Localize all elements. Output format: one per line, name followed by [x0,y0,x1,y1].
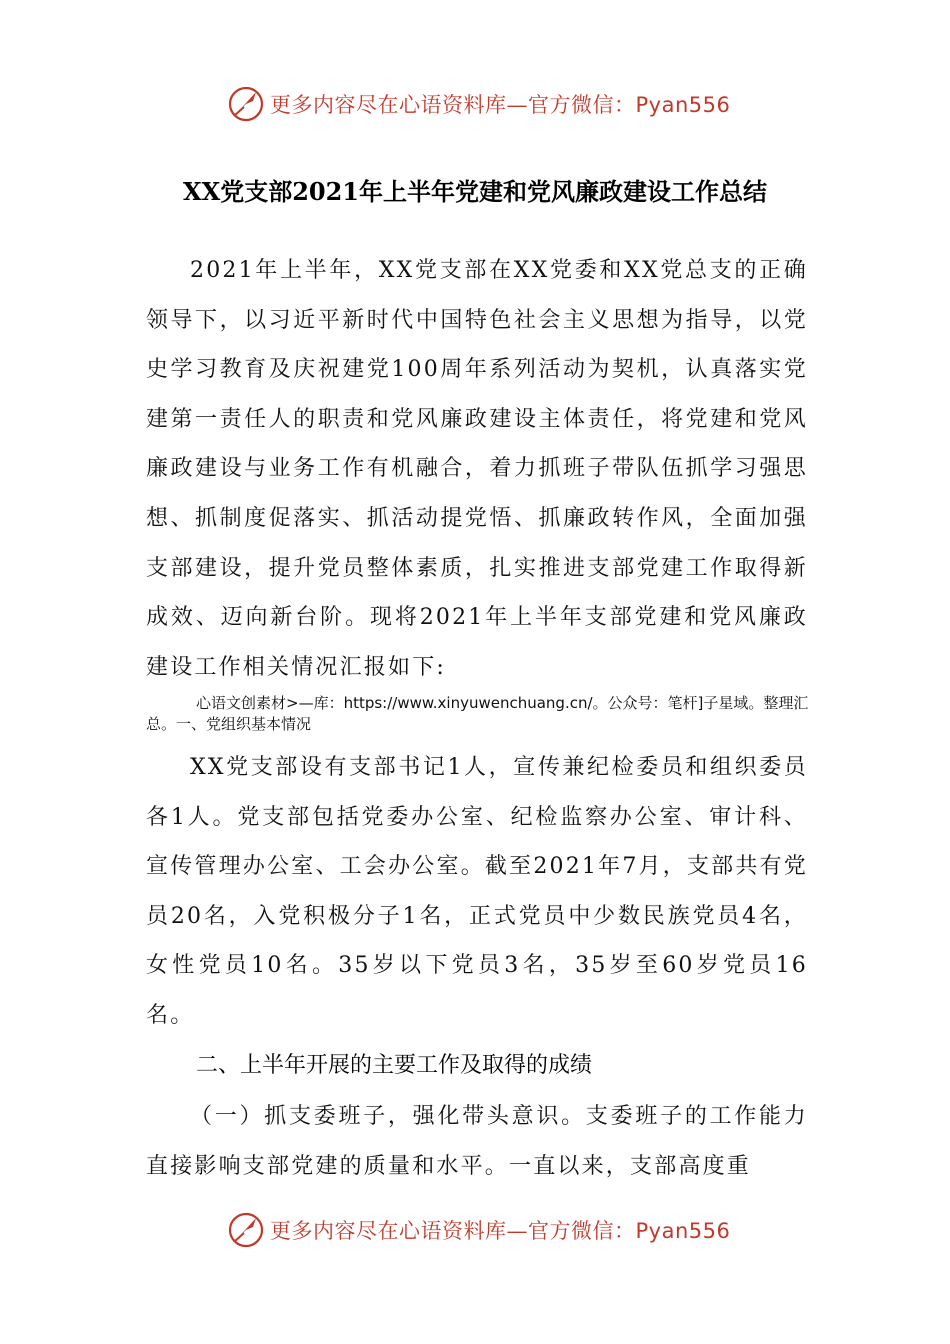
watermark-text: 更多内容尽在心语资料库—官方微信：Pyan556 [270,1219,731,1243]
quill-logo-icon [226,1210,266,1250]
intro-paragraph: 2021年上半年，XX党支部在XX党委和XX党总支的正确领导下，以习近平新时代中国特色社会主义思想为指导，以党史学习教育及庆祝建党100周年系列活动为契机，认真落实党建第一责任人的职责和党风廉政建设主体责任，将党建和党风廉政建设与业务工作有机融合，着力抓班子带队伍抓学习强思想、抓制度促落实、抓活动提党悟、抓廉政转作风，全面加强支部建设，提升党员整体素质，扎实推进支部党建工作取得新成效、迈向新台阶。现将2021年上半年支部党建和党风廉政建设工作相关情况汇报如下: [146,258,808,680]
watermark-text: 更多内容尽在心语资料库—官方微信：Pyan556 [270,93,731,117]
wechat-id: Pyan556 [635,1219,731,1243]
header-watermark [226,82,730,126]
quill-logo-icon [226,84,266,124]
wechat-id: Pyan556 [635,93,731,117]
section2-heading: 二、上半年开展的主要工作及取得的成绩 [196,1053,593,1078]
document-title: XX党支部2021年上半年党建和党风廉政建设工作总结 [182,177,768,206]
section1-paragraph: XX党支部设有支部书记1人，宣传兼纪检委员和组织委员各1人。党支部包括党委办公室、纪检监察办公室、审计科、宣传管理办公室、工会办公室。截至2021年7月，支部共有党员20名，入党积极分子1名，正式党员中少数民族党员4名，女性党员10名。35岁以下党员3名，35岁至60岁党员16名。 [146,755,808,1028]
footer-watermark [226,1208,730,1252]
source-note: 心语文创素材>—库：https://www.xinyuwenchuang.cn/。公众号：笔杆]子星域。整理汇总。一、党组织基本情况 [146,694,809,733]
section2-item1-paragraph: （一）抓支委班子，强化带头意识。支委班子的工作能力直接影响支部党建的质量和水平。一直以来，支部高度重 [146,1104,808,1179]
